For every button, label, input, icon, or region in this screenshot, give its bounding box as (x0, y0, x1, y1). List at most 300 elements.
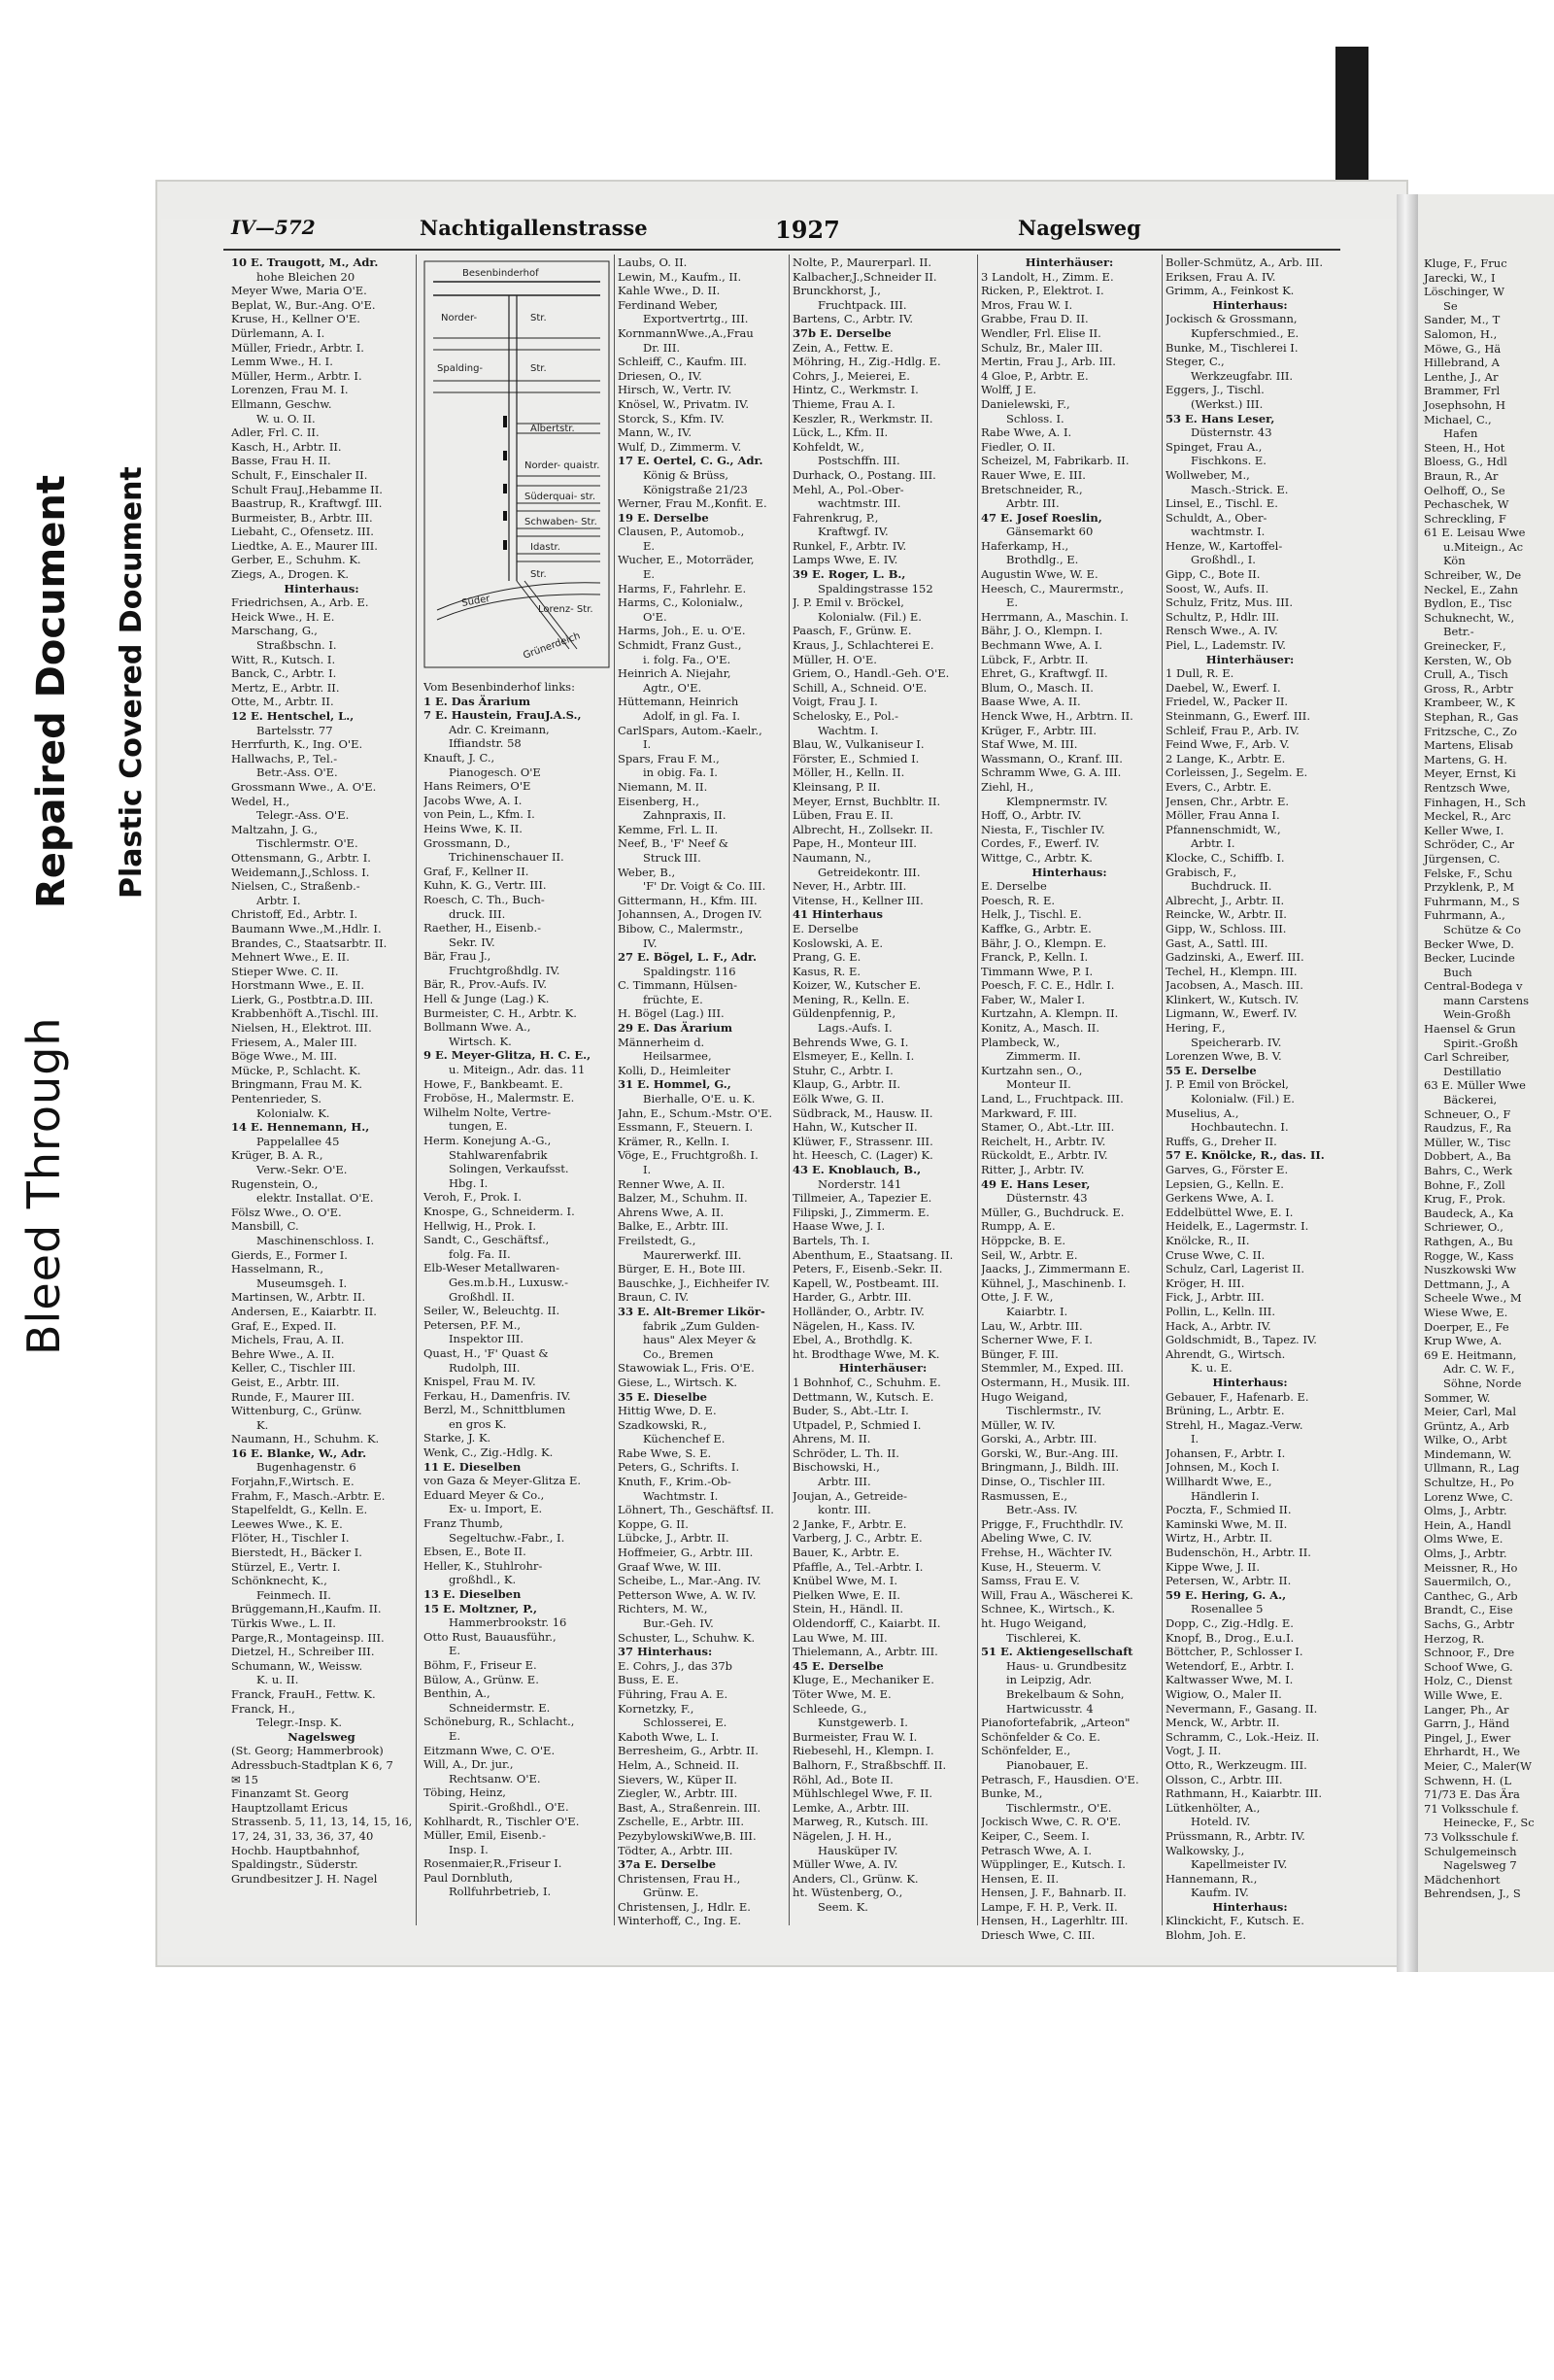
directory-entry: Stapelfeldt, G., Kelln. E. (231, 1503, 368, 1517)
directory-entry: Zahnpraxis, II. (643, 808, 726, 823)
directory-entry: Runde, F., Maurer III. (231, 1389, 355, 1404)
directory-entry: 15 E. Moltzner, P., (423, 1601, 538, 1615)
directory-entry: Naumann, N., (793, 850, 871, 865)
directory-entry: haus" Alex Meyer & (643, 1333, 757, 1347)
directory-entry: Dr. III. (643, 340, 681, 355)
directory-entry: Zein, A., Fettw. E. (793, 340, 894, 355)
directory-entry: Schmidt, Franz Gust., (618, 638, 742, 653)
directory-entry: Friesem, A., Maler III. (231, 1035, 357, 1049)
directory-entry: Mühlschlegel Wwe, F. II. (793, 1786, 933, 1801)
directory-entry: Rasmussen, E., (981, 1488, 1068, 1503)
directory-entry: Poesch, R. E. (981, 893, 1056, 907)
column-divider (977, 255, 978, 1925)
directory-entry: Fischkons. E. (1191, 454, 1267, 468)
directory-entry: Spaldingstrasse 152 (818, 581, 933, 595)
directory-entry: E. (449, 1644, 461, 1658)
directory-entry: 37b E. Derselbe (793, 325, 892, 340)
facing-page-entry: Olms Wwe, E. (1424, 1532, 1503, 1547)
directory-entry: 10 E. Traugott, M., Adr. (231, 255, 379, 269)
directory-entry: 2 Janke, F., Arbtr. E. (793, 1516, 907, 1531)
directory-entry: Balke, E., Arbtr. III. (618, 1219, 729, 1234)
directory-entry: Löhnert, Th., Geschäftsf. II. (618, 1503, 774, 1517)
directory-entry: Grabbe, Frau D. II. (981, 312, 1089, 326)
directory-entry: Bugenhagenstr. 6 (256, 1460, 356, 1475)
facing-page-entry: Kön (1443, 554, 1466, 568)
directory-entry: Güldenpfennig, P., (793, 1006, 896, 1021)
facing-page-entry: Wiese Wwe, E. (1424, 1305, 1508, 1319)
facing-page-entry: Krug, F., Prok. (1424, 1192, 1506, 1207)
directory-entry: Poesch, F. C. E., Hdlr. I. (981, 978, 1115, 993)
directory-entry: Türkis Wwe., L. II. (231, 1616, 336, 1630)
directory-entry: 1 Dull, R. E. (1166, 666, 1234, 681)
directory-entry: Bär, R., Prov.-Aufs. IV. (423, 977, 547, 992)
directory-entry: Meyer Wwe, Maria O'E. (231, 284, 367, 298)
directory-entry: Seiler, W., Beleuchtg. II. (423, 1304, 560, 1318)
directory-entry: Rudolph, III. (449, 1360, 521, 1375)
directory-entry: Prang, G. E. (793, 950, 861, 965)
directory-entry: Augustin Wwe, W. E. (981, 567, 1098, 582)
directory-entry: Scheibe, L., Mar.-Ang. IV. (618, 1574, 761, 1588)
directory-entry: Koizer, W., Kutscher E. (793, 978, 922, 993)
directory-entry: Adolf, in gl. Fa. I. (643, 709, 741, 723)
directory-entry: Baase Wwe, A. II. (981, 695, 1081, 709)
directory-entry: 41 Hinterhaus (793, 907, 883, 922)
directory-entry: Olsson, C., Arbtr. III. (1166, 1772, 1283, 1786)
directory-entry: Heesch, C., Maurermstr., (981, 581, 1124, 595)
facing-page-entry: Steen, H., Hot (1424, 440, 1505, 455)
directory-entry: Giese, L., Wirtsch. K. (618, 1375, 738, 1389)
directory-entry: Brüggemann,H.,Kaufm. II. (231, 1602, 382, 1616)
directory-entry: Harms, F., Fahrlehr. E. (618, 581, 747, 595)
directory-entry: Cordes, F., Ewerf. IV. (981, 836, 1099, 851)
directory-entry: Hinterhaus: (1031, 865, 1107, 879)
directory-entry: Piel, L., Lademstr. IV. (1166, 638, 1286, 653)
directory-entry: Heins Wwe, K. II. (423, 821, 523, 835)
directory-entry: Niemann, M. II. (618, 779, 708, 794)
directory-entry: Utpadel, P., Schmied I. (793, 1417, 922, 1432)
directory-entry: druck. III. (449, 906, 506, 921)
facing-page-entry: Schreckling, F (1424, 511, 1506, 526)
directory-entry: 7 E. Haustein, FrauJ.A.S., (423, 708, 582, 723)
directory-column-3 (618, 255, 785, 1955)
directory-entry: Schleiff, C., Kaufm. III. (618, 355, 747, 369)
directory-entry: Rosenmaier,R.,Friseur I. (423, 1856, 562, 1871)
directory-entry: Pianobauer, E. (1006, 1757, 1089, 1772)
directory-entry: Mann, W., IV. (618, 425, 693, 440)
directory-entry: Kornetzky, F., (618, 1701, 694, 1716)
directory-entry: Wittenburg, C., Grünw. (231, 1404, 362, 1418)
directory-entry: Wetendorf, E., Arbtr. I. (1166, 1658, 1295, 1673)
facing-page-entry: 71 Volksschule f. (1424, 1801, 1519, 1816)
directory-entry: Christensen, J., Hdlr. E. (618, 1899, 751, 1914)
facing-page-entry: Carl Schreiber, (1424, 1050, 1510, 1065)
directory-entry: Schramm, C., Lok.-Heiz. II. (1166, 1729, 1320, 1744)
directory-entry: 31 E. Hommel, G., (618, 1077, 731, 1092)
directory-entry: Pianogesch. O'E (449, 765, 541, 779)
directory-entry: Bringmann, J., Bildh. III. (981, 1460, 1120, 1475)
facing-page-entry: Bäckerei, (1443, 1093, 1498, 1107)
facing-page-entry: Brandt, C., Eise (1424, 1603, 1513, 1617)
facing-page-entry: mann Carstens (1443, 993, 1530, 1007)
directory-entry: Tödter, A., Arbtr. III. (618, 1843, 733, 1857)
directory-entry: Jensen, Chr., Arbtr. E. (1166, 794, 1290, 808)
directory-entry: Kaminski Wwe, M. II. (1166, 1516, 1288, 1531)
directory-entry: Timmann Wwe, P. I. (981, 964, 1094, 978)
directory-entry: Eriksen, Frau A. IV. (1166, 269, 1276, 284)
directory-entry: Adressbuch-Stadtplan K 6, 7 (231, 1757, 393, 1772)
directory-entry: 51 E. Aktiengesellschaft (981, 1645, 1133, 1659)
directory-entry: Steinmann, G., Ewerf. III. (1166, 709, 1311, 723)
directory-entry: 47 E. Josef Roeslin, (981, 510, 1102, 525)
facing-page-entry: Jarecki, W., I (1424, 270, 1496, 285)
directory-entry: Wachtm. I. (818, 723, 879, 737)
map-label-idastr: Idastr. (530, 542, 560, 553)
street-map (423, 260, 610, 668)
directory-entry: Lüben, Frau E. II. (793, 808, 894, 823)
directory-entry: Meyer, Ernst, Buchbltr. II. (793, 794, 941, 808)
map-label-suederquaistr: Süderquai- str. (524, 492, 596, 502)
directory-entry: Betr.-Ass. IV. (1006, 1503, 1078, 1517)
directory-entry: Christensen, Frau H., (618, 1871, 741, 1886)
directory-entry: Hbg. I. (449, 1175, 489, 1190)
directory-entry: u. Miteign., Adr. das. 11 (449, 1063, 586, 1077)
directory-entry: Schleif, Frau P., Arb. IV. (1166, 723, 1300, 737)
directory-entry: Wassmann, O., Kranf. III. (981, 751, 1123, 765)
facing-page-entry: Josephsohn, H (1424, 397, 1505, 412)
facing-page-entry: Sander, M., T (1424, 313, 1501, 327)
directory-entry: Reincke, W., Arbtr. II. (1166, 907, 1287, 922)
facing-page-entry: Schwenn, H. (L (1424, 1773, 1511, 1787)
directory-entry: Fick, J., Arbtr. III. (1166, 1290, 1265, 1305)
directory-entry: Neef, B., 'F' Neef & (618, 836, 729, 851)
directory-entry: Marweg, R., Kutsch. III. (793, 1815, 929, 1829)
directory-entry: Techel, H., Klempn. III. (1166, 964, 1298, 978)
directory-entry: Hüttemann, Heinrich (618, 695, 739, 709)
directory-entry: Beplat, W., Bur.-Ang. O'E. (231, 297, 376, 312)
directory-entry: Bähr, J. O., Klempn. E. (981, 935, 1107, 950)
facing-page-entry: Löschinger, W (1424, 285, 1504, 299)
repaired-document-label: Repaired Document (29, 475, 74, 908)
directory-entry: Schumann, W., Weissw. (231, 1658, 363, 1673)
directory-entry: Burmeister, C. H., Arbtr. K. (423, 1005, 577, 1020)
directory-entry: 37 Hinterhaus: (618, 1645, 713, 1659)
directory-entry: Pape, H., Monteur III. (793, 836, 917, 851)
directory-entry: Buchdruck. II. (1191, 879, 1272, 894)
directory-entry: Bollmann Wwe. A., (423, 1020, 531, 1035)
right-street-title: Nagelsweg (1018, 216, 1141, 240)
facing-page-entry: Mindemann, W. (1424, 1446, 1512, 1461)
facing-page-entry: Keller Wwe, I. (1424, 823, 1504, 837)
directory-entry: Stürzel, E., Vertr. I. (231, 1559, 341, 1574)
facing-page-entry: Nagelsweg 7 (1443, 1858, 1517, 1873)
directory-entry: 4 Gloe, P., Arbtr. E. (981, 368, 1089, 383)
directory-entry: Friedrichsen, A., Arb. E. (231, 595, 369, 610)
column-divider (614, 255, 615, 1925)
directory-entry: Strehl, H., Magaz.-Verw. (1166, 1417, 1303, 1432)
directory-entry: Soost, W., Aufs. II. (1166, 581, 1269, 595)
directory-entry: Blau, W., Vulkaniseur I. (793, 737, 925, 752)
directory-entry: (Werkst.) III. (1191, 396, 1264, 411)
directory-entry: Faber, W., Maler I. (981, 992, 1086, 1006)
directory-entry: Postschffn. III. (818, 454, 900, 468)
directory-entry: Schramm Wwe, G. A. III. (981, 765, 1122, 780)
directory-entry: Brüning, L., Arbtr. E. (1166, 1404, 1285, 1418)
directory-entry: Budenschön, H., Arbtr. II. (1166, 1546, 1311, 1560)
facing-page-entry: Schnoor, F., Dre (1424, 1646, 1515, 1660)
facing-page-entry: Scheele Wwe., M (1424, 1291, 1522, 1306)
directory-entry: Paul Dornbluth, (423, 1870, 513, 1885)
directory-entry: Seil, W., Arbtr. E. (981, 1247, 1078, 1262)
directory-entry: Petrasch, F., Hausdien. O'E. (981, 1772, 1139, 1786)
directory-entry: 1 Bohnhof, C., Schuhm. E. (793, 1375, 941, 1389)
directory-entry: Spaldingstr., Süderstr. (231, 1857, 358, 1872)
directory-entry: Kruse, H., Kellner O'E. (231, 312, 360, 326)
directory-entry: Pfannenschmidt, W., (1166, 822, 1281, 836)
directory-entry: Scheizel, M, Fabrikarb. II. (981, 454, 1130, 468)
directory-entry: Vitense, H., Kellner III. (793, 893, 924, 907)
directory-entry: ht. Heesch, C. (Lager) K. (793, 1148, 933, 1163)
directory-entry: Herrfurth, K., Ing. O'E. (231, 737, 363, 752)
directory-entry: Vom Besenbinderhof links: (423, 680, 575, 694)
directory-entry: Kühnel, J., Maschinenb. I. (981, 1275, 1127, 1290)
directory-entry: Bär, Frau J., (423, 949, 491, 964)
facing-page-entry: Schriewer, O., (1424, 1220, 1503, 1235)
facing-page-entry: Salomon, H., (1424, 326, 1498, 341)
directory-entry: Bünger, F. III. (981, 1346, 1059, 1361)
directory-entry: Hering, F., (1166, 1021, 1226, 1036)
directory-entry: Schelosky, E., Pol.- (793, 709, 899, 723)
facing-page-entry: 71/73 E. Das Ära (1424, 1787, 1520, 1802)
directory-entry: Müller, Herm., Arbtr. I. (231, 368, 362, 383)
directory-entry: Plambeck, W., (981, 1035, 1061, 1049)
directory-entry: in Leipzig, Adr. (1006, 1673, 1093, 1687)
facing-page-entry: Dettmann, J., A (1424, 1276, 1510, 1291)
directory-entry: Bartelsstr. 77 (256, 723, 333, 737)
directory-entry: Baumann Wwe.,M.,Hdlr. I. (231, 921, 382, 935)
directory-entry: Bauer, K., Arbtr. E. (793, 1546, 900, 1560)
directory-entry: Heilsarmee, (643, 1049, 712, 1064)
directory-entry: Bierstedt, H., Bäcker I. (231, 1546, 362, 1560)
directory-entry: Bülow, A., Grünw. E. (423, 1672, 539, 1686)
directory-entry: Ahrens Wwe, A. II. (618, 1205, 725, 1219)
directory-entry: Hoteld. IV. (1191, 1815, 1251, 1829)
directory-entry: Stieper Wwe. C. II. (231, 964, 339, 978)
directory-entry: E. (643, 567, 656, 582)
directory-entry: Krabbenhöft A.,Tischl. III. (231, 1006, 379, 1021)
directory-entry: Brekelbaum & Sohn, (1006, 1686, 1125, 1701)
facing-page-entry: Meyer, Ernst, Ki (1424, 766, 1516, 781)
directory-entry: Leewes Wwe., K. E. (231, 1516, 343, 1531)
directory-entry: Strassenb. 5, 11, 13, 14, 15, 16, (231, 1815, 412, 1829)
directory-entry: Henck Wwe, H., Arbtrn. II. (981, 709, 1133, 723)
directory-entry: Krüger, F., Arbtr. III. (981, 723, 1097, 737)
directory-entry: Segeltuchw.-Fabr., I. (449, 1530, 565, 1545)
directory-entry: Kahle Wwe., D. II. (618, 284, 721, 298)
directory-entry: Johansen, F., Arbtr. I. (1166, 1445, 1286, 1460)
directory-entry: Kaufm. IV. (1191, 1886, 1249, 1900)
facing-page-entry: Behrendsen, J., S (1424, 1887, 1521, 1901)
facing-page-entry: Holz, C., Dienst (1424, 1674, 1512, 1688)
directory-entry: Nolte, P., Maurerparl. II. (793, 255, 932, 269)
directory-entry: 53 E. Hans Leser, (1166, 411, 1275, 425)
directory-entry: C. Timmann, Hülsen- (618, 978, 737, 993)
directory-entry: Grimm, A., Feinkost K. (1166, 284, 1295, 298)
directory-entry: Wirtsch. K. (449, 1034, 512, 1048)
facing-page-entry: Schröder, C., Ar (1424, 837, 1515, 852)
directory-entry: Kluge, E., Mechaniker E. (793, 1673, 934, 1687)
directory-entry: Düsternstr. 43 (1006, 1191, 1088, 1206)
directory-entry: Kaiarbtr. I. (1006, 1304, 1068, 1318)
directory-entry: König & Brüss, (643, 467, 729, 482)
directory-entry: Never, H., Arbtr. III. (793, 879, 907, 894)
directory-entry: Elsmeyer, E., Kelln. I. (793, 1049, 915, 1064)
directory-entry: Knopf, B., Drog., E.u.I. (1166, 1630, 1295, 1645)
directory-entry: Hausküper IV. (818, 1843, 898, 1857)
directory-entry: Berzl, M., Schnittblumen (423, 1403, 566, 1417)
directory-entry: W. u. O. II. (256, 411, 316, 425)
directory-entry: Gast, A., Sattl. III. (1166, 935, 1268, 950)
facing-page-entry: Brammer, Frl (1424, 384, 1501, 398)
directory-entry: Horstmann Wwe., E. II. (231, 978, 365, 993)
directory-entry: Lau Wwe, M. III. (793, 1630, 888, 1645)
directory-entry: Grünw. E. (643, 1886, 699, 1900)
directory-entry: 9 E. Meyer-Glitza, H. C. E., (423, 1048, 591, 1063)
directory-entry: Sievers, W., Küper II. (618, 1772, 737, 1786)
directory-entry: Stein, H., Händl. II. (793, 1602, 904, 1616)
facing-page (1418, 194, 1554, 1972)
directory-entry: Willhardt Wwe, E., (1166, 1475, 1272, 1489)
directory-entry: Nielsen, H., Elektrot. III. (231, 1021, 372, 1036)
facing-page-entry: Greinecker, F., (1424, 639, 1506, 654)
directory-entry: Walkowsky, J., (1166, 1843, 1245, 1857)
directory-entry: Haase Wwe, J. I. (793, 1219, 886, 1234)
directory-entry: 11 E. Dieselben (423, 1459, 522, 1474)
directory-entry: Kolonialw. (Fil.) E. (818, 609, 922, 624)
facing-page-entry: Heinecke, F., Sc (1443, 1816, 1535, 1830)
directory-entry: Gebauer, F., Hafenarb. E. (1166, 1389, 1309, 1404)
directory-entry: Schönfelder, E., (981, 1744, 1071, 1758)
directory-entry: E. (1006, 595, 1019, 610)
directory-entry: J. P. Emil v. Bröckel, (793, 595, 904, 610)
directory-entry: Quast, H., 'F' Quast & (423, 1345, 549, 1360)
directory-entry: Böhm, F., Friseur E. (423, 1657, 537, 1672)
map-label-lorenzstr: Lorenz- Str. (538, 604, 593, 615)
directory-entry: Feinmech. II. (256, 1587, 331, 1602)
facing-page-entry: Schoof Wwe, G. (1424, 1659, 1513, 1674)
directory-entry: Griem, O., Handl.-Geh. O'E. (793, 666, 950, 681)
facing-page-entry: Rentzsch Wwe, (1424, 780, 1511, 795)
directory-entry: Markward, F. III. (981, 1105, 1077, 1120)
directory-entry: Kolonialw. K. (256, 1105, 330, 1120)
facing-page-entry: Fuhrmann, A., (1424, 908, 1505, 923)
directory-entry: Stahlwarenfabrik (449, 1147, 548, 1162)
directory-entry: Franz Thumb, (423, 1516, 503, 1531)
directory-entry: Kalbacher,J.,Schneider II. (793, 269, 937, 284)
directory-entry: Land, L., Fruchtpack. III. (981, 1092, 1124, 1106)
directory-entry: Pianofortefabrik, „Arteon" (981, 1716, 1131, 1730)
directory-entry: 55 E. Derselbe (1166, 1063, 1257, 1077)
directory-entry: Keszler, R., Werkmstr. II. (793, 411, 933, 425)
directory-entry: E. (449, 1728, 461, 1743)
directory-entry: Müller Wwe, A. IV. (793, 1857, 898, 1872)
directory-entry: Driesch Wwe, C. III. (981, 1928, 1096, 1943)
directory-column-2 (423, 680, 610, 2380)
directory-entry: Geist, E., Arbtr. III. (231, 1375, 340, 1389)
directory-entry: von Pein, L., Kfm. I. (423, 807, 535, 822)
directory-entry: Thieme, Frau A. I. (793, 396, 895, 411)
directory-entry: Betr.-Ass. O'E. (256, 765, 338, 780)
directory-entry: Tischlerei, K. (1006, 1630, 1082, 1645)
facing-page-entry: Fuhrmann, M., S (1424, 894, 1520, 908)
directory-entry: 39 E. Roger, L. B., (793, 567, 906, 582)
directory-entry: Heller, K., Stuhlrohr- (423, 1558, 543, 1573)
facing-page-entry: Destillatio (1443, 1064, 1502, 1078)
directory-entry: Hochb. Hauptbahnhof, (231, 1843, 360, 1857)
directory-entry: Hasselmann, R., (231, 1262, 324, 1276)
directory-entry: E. Cohrs, J., das 37b (618, 1658, 732, 1673)
directory-entry: Fahrenkrug, P., (793, 510, 879, 525)
facing-page-entry: Pechaschek, W (1424, 497, 1509, 512)
directory-entry: Herrmann, A., Maschin. I. (981, 609, 1129, 624)
directory-entry: 12 E. Hentschel, L., (231, 709, 355, 723)
directory-entry: Eölk Wwe, G. II. (793, 1092, 885, 1106)
directory-entry: Schulz, Carl, Lagerist II. (1166, 1262, 1305, 1276)
directory-entry: Abeling Wwe, C. IV. (981, 1531, 1093, 1546)
directory-entry: Harder, G., Arbtr. III. (793, 1290, 912, 1305)
directory-entry: Co., Bremen (643, 1346, 714, 1361)
directory-entry: Hoffmeier, G., Arbtr. III. (618, 1546, 754, 1560)
facing-page-entry: Doerper, E., Fe (1424, 1319, 1509, 1334)
facing-page-entry: Adr. C. W. F., (1443, 1362, 1515, 1377)
directory-entry: Arbtr. I. (1191, 836, 1235, 851)
directory-entry: Winterhoff, C., Ing. E. (618, 1914, 742, 1928)
directory-entry: Ferkau, H., Damenfris. IV. (423, 1388, 571, 1403)
directory-entry: ht. Brodthage Wwe, M. K. (793, 1346, 940, 1361)
directory-entry: Rosenallee 5 (1191, 1602, 1264, 1616)
directory-entry: Knuth, F., Krim.-Ob- (618, 1475, 731, 1489)
directory-entry: Henze, W., Kartoffel- (1166, 538, 1283, 553)
directory-entry: Männerheim d. (618, 1035, 705, 1049)
directory-entry: Ahrens, M. II. (793, 1432, 871, 1446)
directory-entry: E. Derselbe (981, 879, 1047, 894)
directory-entry: Ex- u. Import, E. (449, 1502, 543, 1516)
directory-entry: Eddelbüttel Wwe, E. I. (1166, 1205, 1294, 1219)
directory-entry: Möller, Frau Anna I. (1166, 808, 1280, 823)
directory-entry: Lemke, A., Arbtr. III. (793, 1800, 910, 1815)
directory-entry: 3 Landolt, H., Zimm. E. (981, 269, 1114, 284)
directory-entry: fabrik „Zum Gulden- (643, 1318, 760, 1333)
directory-entry: wachtmstr. III. (818, 496, 901, 511)
directory-entry: Heidelk, E., Lagermstr. I. (1166, 1219, 1309, 1234)
directory-entry: Kasus, R. E. (793, 964, 861, 978)
directory-entry: Trichinenschauer II. (449, 850, 564, 865)
directory-entry: E. (643, 538, 656, 553)
directory-entry: Gerber, E., Schuhm. K. (231, 553, 361, 567)
directory-entry: Burmeister, Frau W. I. (793, 1729, 918, 1744)
directory-entry: Tillmeier, A., Tapezier E. (793, 1191, 932, 1206)
directory-entry: Straßbschn. I. (256, 638, 337, 653)
directory-entry: Heinrich A. Niejahr, (618, 666, 731, 681)
facing-page-entry: Central-Bodega v (1424, 979, 1523, 994)
directory-entry: Jacobs Wwe, A. I. (423, 793, 523, 807)
directory-entry: Wilhelm Nolte, Vertre- (423, 1105, 552, 1119)
directory-entry: Hinterhäuser: (1025, 255, 1114, 269)
facing-page-entry: Kluge, F., Fruc (1424, 256, 1507, 270)
directory-entry: Hensen, J. F., Bahnarb. II. (981, 1886, 1127, 1900)
plastic-covered-label: Plastic Covered Document (115, 466, 149, 899)
directory-entry: I. (643, 737, 652, 752)
directory-entry: Gänsemarkt 60 (1006, 525, 1094, 539)
